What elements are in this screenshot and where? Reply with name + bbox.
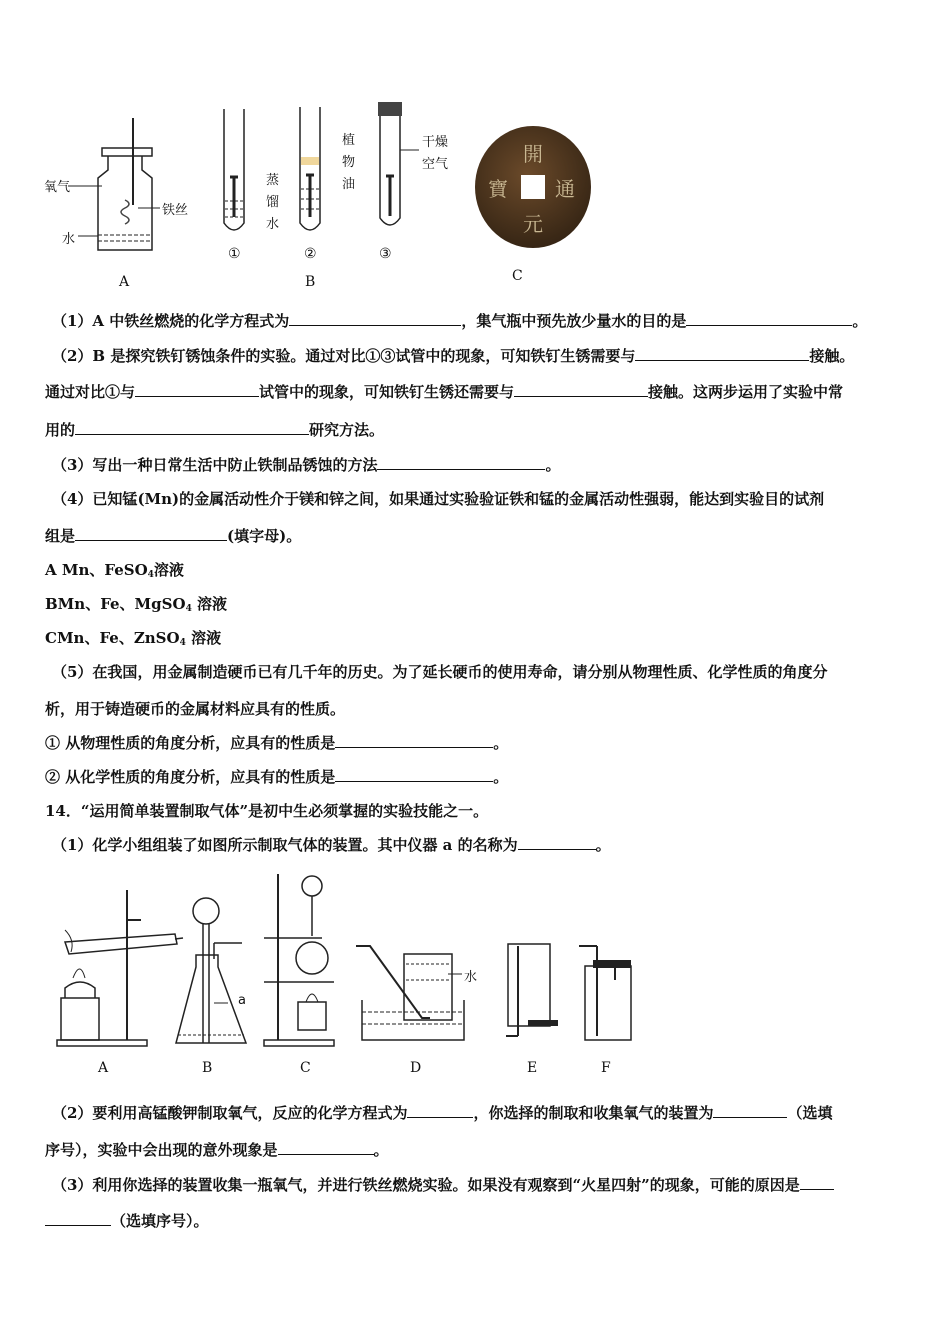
blank-instrument-a[interactable] <box>518 835 596 850</box>
q13-part2-line1: （2）B 是探究铁钉锈蚀条件的实验。通过对比①③试管中的现象，可知铁钉生锈需要与 接触。 <box>52 347 855 365</box>
q13-part2-line2: 通过对比①与 试管中的现象，可知铁钉生锈还需要与 接触。这两步运用了实验中常 <box>45 383 844 401</box>
q13-part4-line1: （4）已知锰(Mn)的金属活动性介于镁和锌之间，如果通过实验验证铁和锰的金属活动性强弱，能达到实验目的试剂 <box>52 490 825 508</box>
blank-equation[interactable] <box>289 311 461 326</box>
dry-tube-diagram <box>375 100 415 240</box>
oxygen-label: 氧气 <box>44 180 71 195</box>
blank-tube[interactable] <box>135 382 259 397</box>
apparatus-b <box>170 895 260 1055</box>
q13-part1: （1）A 中铁丝燃烧的化学方程式为 ，集气瓶中预先放少量水的目的是 。 <box>52 312 868 330</box>
q13-part5-chemical: ② 从化学性质的角度分析，应具有的性质是 。 <box>45 768 509 786</box>
q14-part3-line1: （3）利用你选择的装置收集一瓶氧气，并进行铁丝燃烧实验。如果没有观察到“火星四射”的现象，可能的原因是 <box>52 1175 834 1195</box>
blank-apparatus-choice[interactable] <box>713 1103 787 1118</box>
blank-reagent[interactable] <box>75 526 227 541</box>
apparatus-d <box>352 940 482 1050</box>
q14-part1: （1）化学小组组装了如图所示制取气体的装置。其中仪器 a 的名称为 。 <box>52 836 611 854</box>
coin-char-bottom: 元 <box>523 212 543 236</box>
coin-char-right: 通 <box>555 177 575 201</box>
apparatus-e <box>498 940 568 1050</box>
q14-part3-line2: （选填序号）。 <box>45 1211 209 1231</box>
blank-method[interactable] <box>75 420 309 435</box>
q13-part5-physical: ① 从物理性质的角度分析，应具有的性质是 。 <box>45 734 509 752</box>
iron-wire-label: 铁丝 <box>162 203 189 218</box>
q13-part5-line1: （5）在我国，用金属制造硬币已有几千年的历史。为了延长硬币的使用寿命，请分别从物理性质、化学性质的角度分 <box>52 663 828 681</box>
tube-number-1: ① <box>228 246 241 262</box>
apparatus-c <box>262 870 342 1050</box>
blank-physical[interactable] <box>335 733 493 748</box>
fig2-caption-a: A <box>98 1060 109 1076</box>
q14-title: 14．“运用简单装置制取气体”是初中生必须掌握的实验技能之一。 <box>45 802 489 820</box>
fig2-caption-c: C <box>300 1060 311 1076</box>
caption-a: A <box>119 274 130 290</box>
fig2-caption-b: B <box>202 1060 213 1076</box>
blank-chemical[interactable] <box>335 767 493 782</box>
option-b: BMn、Fe、MgSO$_4$ 溶液 <box>45 595 228 614</box>
apparatus-f <box>575 940 645 1050</box>
coin-hole <box>521 175 545 199</box>
q13-part2-line3: 用的 研究方法。 <box>45 421 385 439</box>
caption-b: B <box>305 274 316 290</box>
blank-prevent-rust[interactable] <box>377 455 545 470</box>
q13-part4-line2: 组是 (填字母)。 <box>45 527 302 545</box>
blank-unexpected[interactable] <box>278 1140 374 1155</box>
label-a: a <box>238 993 246 1008</box>
veg-oil-label: 植物油 <box>342 133 356 192</box>
distilled-water-label: 蒸馏水 <box>266 173 280 232</box>
water-label: 水 <box>62 232 76 247</box>
label-water: 水 <box>464 970 478 985</box>
blank-water-purpose[interactable] <box>686 311 852 326</box>
option-c: CMn、Fe、ZnSO$_4$ 溶液 <box>45 629 222 648</box>
blank-reason-2[interactable] <box>45 1211 111 1226</box>
caption-c: C <box>512 268 523 284</box>
fig2-caption-d: D <box>410 1060 422 1076</box>
apparatus-a <box>55 880 185 1050</box>
q13-part5-line2: 析，用于铸造硬币的金属材料应具有的性质。 <box>45 700 346 718</box>
dry-air-label: 干燥空气 <box>422 135 449 172</box>
blank-rust-need2[interactable] <box>514 382 648 397</box>
q14-part2-line2: 序号），实验中会出现的意外现象是 。 <box>45 1141 389 1159</box>
fig2-caption-f: F <box>601 1060 611 1076</box>
q13-part3: （3）写出一种日常生活中防止铁制品锈蚀的方法 。 <box>52 456 561 474</box>
coin-char-left: 寶 <box>488 177 508 201</box>
blank-reason-1[interactable] <box>800 1175 834 1190</box>
tube-number-2: ② <box>304 246 317 262</box>
blank-rust-need1[interactable] <box>635 346 809 361</box>
fig2-caption-e: E <box>527 1060 538 1076</box>
q14-part2-line1: （2）要利用高锰酸钾制取氧气，反应的化学方程式为 ，你选择的制取和收集氧气的装置为 （选填 <box>52 1104 833 1122</box>
option-a: A Mn、FeSO$_4$溶液 <box>45 561 184 580</box>
coin-char-top: 開 <box>523 142 543 166</box>
tube-number-3: ③ <box>379 246 392 262</box>
blank-kmno4-equation[interactable] <box>407 1103 473 1118</box>
